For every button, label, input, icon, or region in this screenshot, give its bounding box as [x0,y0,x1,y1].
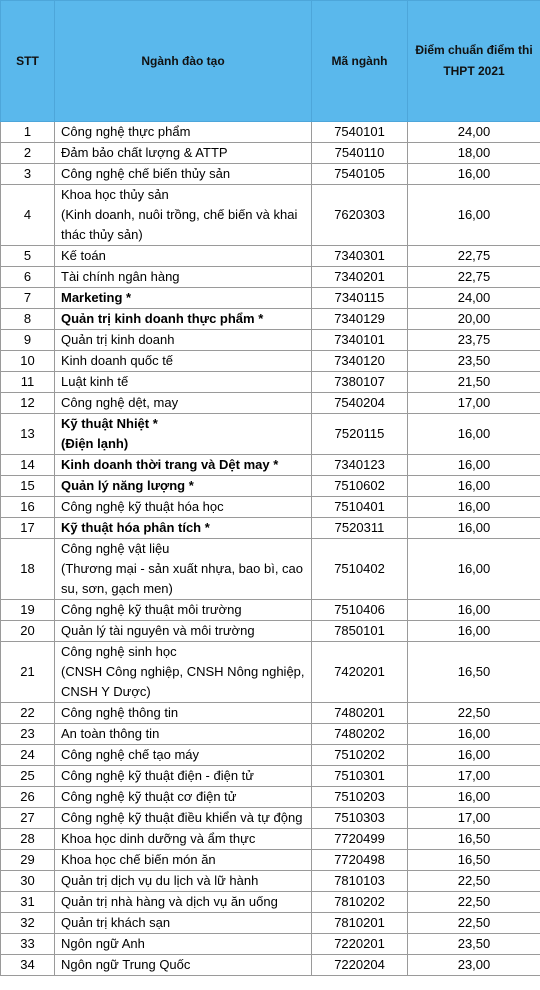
row-program-name [55,703,312,724]
row-cutoff-score: 22,50 [408,892,540,913]
row-stt: 13 [1,414,55,455]
row-program-code: 7720499 [312,829,408,850]
row-cutoff-score: 22,75 [408,267,540,288]
table-row [1,185,540,246]
row-cutoff-score: 21,50 [408,372,540,393]
row-program-code: 7480201 [312,703,408,724]
row-cutoff-score: 24,00 [408,122,540,143]
row-stt: 8 [1,309,55,330]
program-name-line: Công nghệ kỹ thuật môi trường [61,602,242,617]
row-stt: 30 [1,871,55,892]
table-row [1,497,540,518]
header-stt: STT [1,1,55,122]
table-row [1,955,540,976]
row-program-name [55,621,312,642]
row-program-code: 7340301 [312,246,408,267]
program-name-line: Kế toán [61,248,106,263]
row-program-name [55,414,312,455]
table-row [1,808,540,829]
program-name-line: Quản lý năng lượng * [61,478,194,493]
row-program-name [55,185,312,246]
row-program-code: 7510602 [312,476,408,497]
program-name-line: Công nghệ sinh học [61,644,177,659]
row-stt: 20 [1,621,55,642]
row-program-code: 7620303 [312,185,408,246]
row-stt: 33 [1,934,55,955]
row-cutoff-score: 16,00 [408,414,540,455]
program-name-line: Công nghệ thông tin [61,705,179,720]
row-stt: 2 [1,143,55,164]
row-cutoff-score: 16,00 [408,745,540,766]
table-row [1,122,540,143]
program-name-line: Đảm bảo chất lượng & ATTP [61,145,228,160]
table-row [1,934,540,955]
row-stt: 4 [1,185,55,246]
table-row [1,892,540,913]
program-name-line: Khoa học chế biến món ăn [61,852,216,867]
row-program-code: 7340201 [312,267,408,288]
row-program-code: 7510303 [312,808,408,829]
row-program-name [55,850,312,871]
row-cutoff-score: 16,00 [408,497,540,518]
program-name-line: Khoa học thủy sản [61,187,169,202]
row-cutoff-score: 23,50 [408,934,540,955]
row-stt: 17 [1,518,55,539]
program-name-line: (CNSH Công nghiệp, CNSH Nông nghiệp, [61,664,305,679]
row-program-code: 7720498 [312,850,408,871]
row-program-name [55,871,312,892]
row-cutoff-score: 17,00 [408,393,540,414]
row-stt: 32 [1,913,55,934]
row-stt: 7 [1,288,55,309]
row-stt: 31 [1,892,55,913]
row-cutoff-score: 22,50 [408,913,540,934]
program-name-line: Công nghệ kỹ thuật điện - điện tử [61,768,254,783]
row-program-code: 7220201 [312,934,408,955]
row-cutoff-score: 20,00 [408,309,540,330]
row-cutoff-score: 16,00 [408,455,540,476]
program-name-line: Quản lý tài nguyên và môi trường [61,623,255,638]
row-stt: 12 [1,393,55,414]
row-program-code: 7520311 [312,518,408,539]
table-row [1,246,540,267]
row-cutoff-score: 17,00 [408,766,540,787]
row-program-name [55,351,312,372]
table-row [1,766,540,787]
table-row [1,539,540,600]
table-row [1,351,540,372]
program-name-line: (Điện lạnh) [61,436,129,451]
row-stt: 5 [1,246,55,267]
row-stt: 15 [1,476,55,497]
program-name-line: Quản trị khách sạn [61,915,171,930]
program-name-line: Kỹ thuật hóa phân tích * [61,520,210,535]
table-row [1,787,540,808]
row-stt: 3 [1,164,55,185]
program-name-line: (Kinh doanh, nuôi trồng, chế biến và khai [61,207,298,222]
row-program-name [55,330,312,351]
row-program-code: 7340120 [312,351,408,372]
row-stt: 6 [1,267,55,288]
row-program-name [55,745,312,766]
row-program-name [55,600,312,621]
table-row [1,600,540,621]
program-name-line: Công nghệ kỹ thuật hóa học [61,499,224,514]
row-stt: 14 [1,455,55,476]
row-cutoff-score: 16,00 [408,185,540,246]
row-program-code: 7810201 [312,913,408,934]
row-program-name [55,267,312,288]
row-program-name [55,766,312,787]
row-program-name [55,955,312,976]
row-cutoff-score: 17,00 [408,808,540,829]
row-program-code: 7510203 [312,787,408,808]
row-program-name [55,143,312,164]
row-stt: 1 [1,122,55,143]
row-program-name [55,122,312,143]
row-stt: 34 [1,955,55,976]
table-row [1,724,540,745]
table-row [1,267,540,288]
row-stt: 24 [1,745,55,766]
table-row [1,518,540,539]
table-header [1,1,540,122]
row-program-code: 7340123 [312,455,408,476]
program-name-line: Công nghệ thực phẩm [61,124,191,139]
row-program-name [55,309,312,330]
row-cutoff-score: 16,00 [408,539,540,600]
row-program-code: 7380107 [312,372,408,393]
header-cutoff-score-line2: THPT 2021 [443,64,505,78]
table-row [1,455,540,476]
program-name-line: Công nghệ kỹ thuật điều khiển và tự động [61,810,303,825]
row-cutoff-score: 23,50 [408,351,540,372]
row-cutoff-score: 16,50 [408,850,540,871]
row-program-code: 7510401 [312,497,408,518]
program-name-line: Ngôn ngữ Anh [61,936,145,951]
program-name-line: Công nghệ chế tạo máy [61,747,200,762]
row-stt: 10 [1,351,55,372]
program-name-line: Quản trị nhà hàng và dịch vụ ăn uống [61,894,278,909]
row-program-code: 7540105 [312,164,408,185]
row-cutoff-score: 16,50 [408,642,540,703]
program-name-line: Khoa học dinh dưỡng và ẩm thực [61,831,256,846]
row-cutoff-score: 22,50 [408,703,540,724]
row-program-name [55,246,312,267]
row-program-code: 7540204 [312,393,408,414]
table-row [1,745,540,766]
row-program-name [55,724,312,745]
row-program-code: 7510202 [312,745,408,766]
table-row [1,829,540,850]
row-cutoff-score: 16,00 [408,600,540,621]
row-program-code: 7340101 [312,330,408,351]
row-cutoff-score: 23,00 [408,955,540,976]
program-name-line: Kỹ thuật Nhiệt * [61,416,158,431]
program-name-line: (Thương mại - sản xuất nhựa, bao bì, cao [61,561,303,576]
row-stt: 22 [1,703,55,724]
row-cutoff-score: 23,75 [408,330,540,351]
row-cutoff-score: 16,00 [408,164,540,185]
header-program-code: Mã ngành [312,1,408,122]
table-row [1,393,540,414]
row-stt: 11 [1,372,55,393]
table-row [1,164,540,185]
row-stt: 21 [1,642,55,703]
program-name-line: thác thủy sản) [61,227,143,242]
row-program-name [55,934,312,955]
header-cutoff-score-line1: Điểm chuẩn điểm thi [415,43,533,57]
program-name-line: An toàn thông tin [61,726,160,741]
row-stt: 16 [1,497,55,518]
program-name-line: Kinh doanh thời trang và Dệt may * [61,457,279,472]
row-program-code: 7220204 [312,955,408,976]
program-name-line: CNSH Y Dược) [61,684,151,699]
table-row [1,330,540,351]
row-program-name [55,913,312,934]
row-cutoff-score: 22,50 [408,871,540,892]
program-name-line: Công nghệ vật liệu [61,541,170,556]
row-program-code: 7850101 [312,621,408,642]
row-cutoff-score: 24,00 [408,288,540,309]
row-program-name [55,393,312,414]
row-cutoff-score: 16,00 [408,724,540,745]
row-cutoff-score: 16,00 [408,787,540,808]
program-name-line: Luật kinh tế [61,374,129,389]
row-program-name [55,497,312,518]
program-name-line: Kinh doanh quốc tế [61,353,174,368]
table-row [1,871,540,892]
header-cutoff-score [408,1,540,122]
row-program-code: 7480202 [312,724,408,745]
row-stt: 27 [1,808,55,829]
row-cutoff-score: 22,75 [408,246,540,267]
row-program-code: 7540101 [312,122,408,143]
table-row [1,476,540,497]
row-cutoff-score: 16,00 [408,476,540,497]
row-program-name [55,642,312,703]
row-stt: 26 [1,787,55,808]
row-stt: 29 [1,850,55,871]
table-row [1,642,540,703]
table-row [1,143,540,164]
row-program-code: 7510301 [312,766,408,787]
program-name-line: Quản trị dịch vụ du lịch và lữ hành [61,873,259,888]
table-row [1,621,540,642]
row-stt: 9 [1,330,55,351]
row-program-code: 7540110 [312,143,408,164]
row-program-name [55,455,312,476]
row-program-name [55,539,312,600]
program-name-line: Marketing * [61,290,132,305]
row-stt: 25 [1,766,55,787]
row-program-name [55,164,312,185]
row-stt: 19 [1,600,55,621]
row-program-name [55,372,312,393]
table-row [1,913,540,934]
row-program-code: 7810103 [312,871,408,892]
row-cutoff-score: 16,50 [408,829,540,850]
row-program-code: 7510402 [312,539,408,600]
program-name-line: Công nghệ chế biến thủy sản [61,166,231,181]
row-program-name [55,808,312,829]
row-program-code: 7340115 [312,288,408,309]
row-cutoff-score: 18,00 [408,143,540,164]
table-row [1,309,540,330]
row-stt: 23 [1,724,55,745]
program-name-line: Tài chính ngân hàng [61,269,180,284]
row-program-name [55,288,312,309]
header-row [1,1,540,122]
program-name-line: Công nghệ kỹ thuật cơ điện tử [61,789,237,804]
row-program-name [55,892,312,913]
row-program-code: 7810202 [312,892,408,913]
table-row [1,850,540,871]
table-row [1,414,540,455]
row-program-name [55,476,312,497]
table-body [1,122,540,976]
table-row [1,372,540,393]
program-name-line: Công nghệ dệt, may [61,395,179,410]
program-name-line: Quản trị kinh doanh thực phẩm * [61,311,264,326]
row-stt: 28 [1,829,55,850]
row-program-name [55,787,312,808]
row-cutoff-score: 16,00 [408,621,540,642]
table-row [1,703,540,724]
row-stt: 18 [1,539,55,600]
program-name-line: su, sơn, gạch men) [61,581,173,596]
row-program-code: 7420201 [312,642,408,703]
row-program-code: 7340129 [312,309,408,330]
row-program-code: 7510406 [312,600,408,621]
program-name-line: Ngôn ngữ Trung Quốc [61,957,191,972]
table-row [1,288,540,309]
row-program-code: 7520115 [312,414,408,455]
row-cutoff-score: 16,00 [408,518,540,539]
row-program-name [55,829,312,850]
row-program-name [55,518,312,539]
header-program-name: Ngành đào tạo [55,1,312,122]
program-name-line: Quản trị kinh doanh [61,332,175,347]
